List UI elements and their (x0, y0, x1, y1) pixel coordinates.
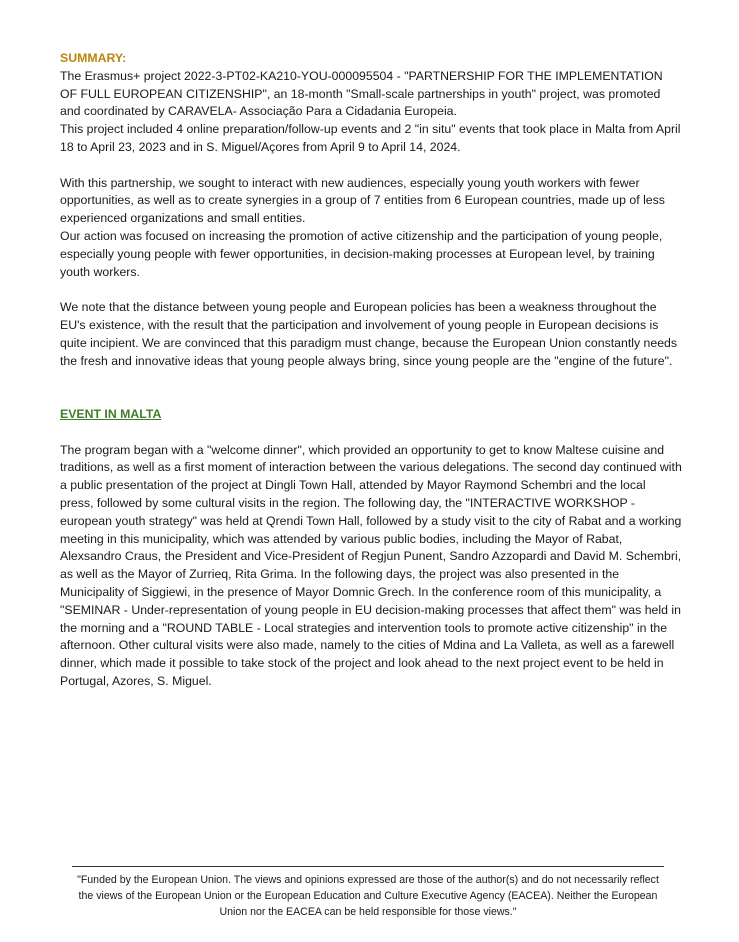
spacer (60, 157, 682, 175)
distance-paragraph: We note that the distance between young people and European policies has been a weakness throughout the EU's existence, with the result that the participation and involvement of young people in European decisions is quite incipient. We are convinced that this paradigm must change, because the European Union constantly needs the fresh and innovative ideas that young people always bring, since young people are the "engine of the future". (60, 300, 678, 368)
spacer (60, 281, 682, 299)
document-page (60, 50, 682, 691)
event-body: The program began with a "welcome dinner", which provided an opportunity to get to know Maltese cuisine and traditions, as well as a first moment of interaction between the various delegations. The second day continued with a public presentation of the project at Dingli Town Hall, attended by Mayor Raymond Schembri and the local press, followed by some cultural visits in the region. The following day, the "INTERACTIVE WORKSHOP - european youth strategy" was held at Qrendi Town Hall, followed by a study visit to the city of Rabat and a working meeting in this municipality, which was attended by various public bodies, including the Mayor of Rabat, Alexsandro Craus, the President and Vice-President of Regjun Punent, Sandro Azzopardi and David M. Schembri, as well as the Mayor of Zurrieq, Rita Grima. In the following days, the project was also presented in the Municipality of Siggiewi, in the presence of Mayor Domnic Grech. In the conference room of this municipality, a "SEMINAR - Under-representation of young people in EU decision-making processes that affect them" was held in the morning and a "ROUND TABLE - Local strategies and intervention tools to promote active citizenship" in the afternoon. Other cultural visits were also made, namely to the cities of Mdina and La Valleta, as well as a farewell dinner, which made it possible to take stock of the project and look ahead to the next project event to be held in Portugal, Azores, S. Miguel. (60, 442, 682, 688)
summary-paragraph-2: This project included 4 online preparation/follow-up events and 2 "in situ" events that took place in Malta from April 18 to April 23, 2023 and in S. Miguel/Açores from April 9 to April 14, 2024. (60, 122, 681, 154)
partnership-paragraph-3: especially young people with fewer opportunities, in decision-making processes at European level, by training youth workers. (60, 246, 655, 279)
disclaimer-text: "Funded by the European Union. The views and opinions expressed are those of the author(s) and do not necessarily reflect the views of the European Union or the European Education and Culture Executive Agency (EACEA). Neither the European Union nor the EACEA can be held responsible for those views." (77, 874, 659, 918)
partnership-paragraph-1: With this partnership, we sought to interact with new audiences, especially young youth workers with fewer opportunities, as well as to create synergies in a group of 7 entities from 6 European countries, made up of less experienced organizations and small entities. (60, 175, 665, 226)
spacer (60, 424, 682, 442)
funding-disclaimer (72, 866, 664, 920)
summary-paragraph-1: The Erasmus+ project 2022-3-PT02-KA210-YOU-000095504 - "PARTNERSHIP FOR THE IMPLEMENTATION OF FULL EUROPEAN CITIZENSHIP", an 18-month "Small-scale partnerships in youth" project, was promoted and coordinated by CARAVELA- Associação Para a Cidadania Europeia. (60, 68, 663, 119)
partnership-paragraph-2: Our action was focused on increasing the promotion of active citizenship and the participation of young people, (60, 228, 663, 243)
spacer (60, 370, 682, 406)
event-heading: EVENT IN MALTA (60, 406, 162, 421)
summary-heading: SUMMARY: (60, 51, 127, 65)
